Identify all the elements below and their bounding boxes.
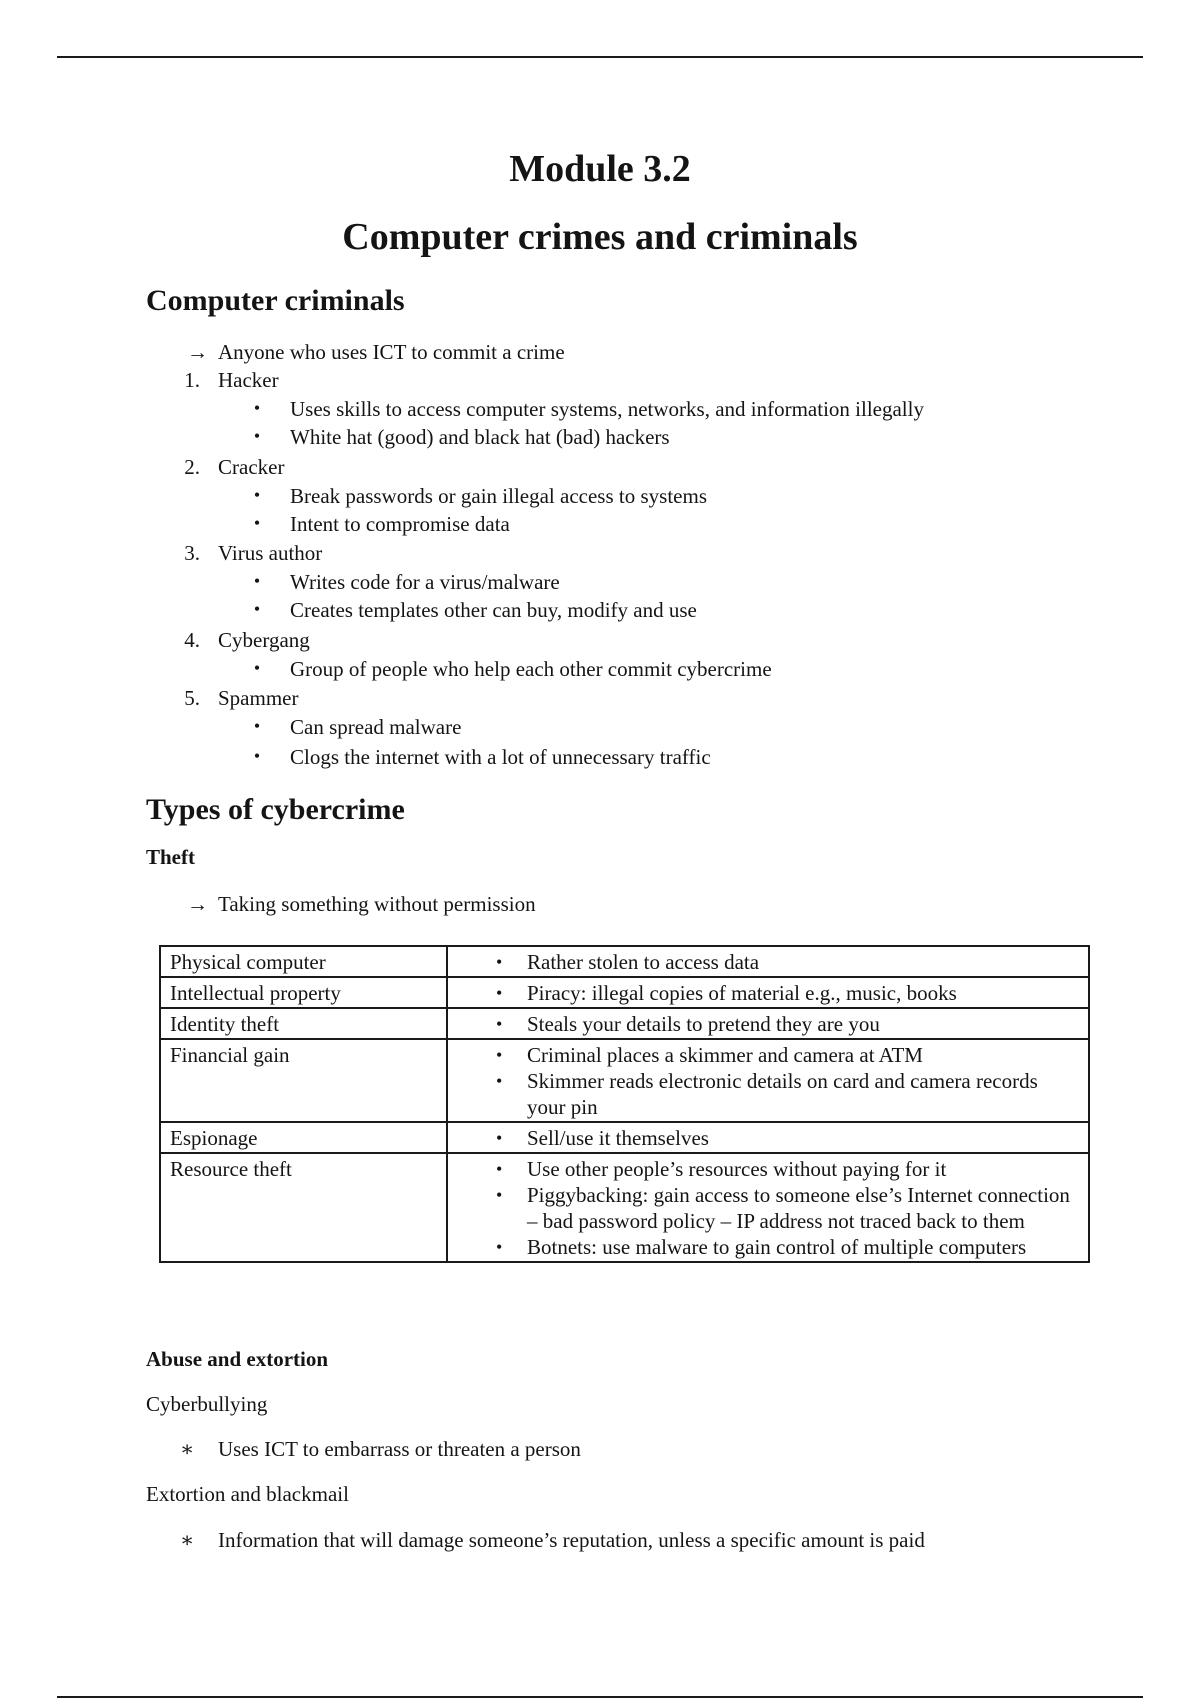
list-item: • Botnets: use malware to gain control of multiple computers <box>457 1234 1079 1260</box>
list-item: • Skimmer reads electronic details on card and camera records your pin <box>457 1068 1079 1120</box>
criminal-type-cracker: Cracker <box>218 455 285 479</box>
list-number: 3. <box>184 541 200 565</box>
theft-type: Resource theft <box>160 1153 447 1262</box>
list-item: • Rather stolen to access data <box>457 949 1079 975</box>
table-row <box>160 1122 1089 1153</box>
list-item: • Criminal places a skimmer and camera at ATM <box>457 1042 1079 1068</box>
list-item: Break passwords or gain illegal access to systems <box>290 484 707 508</box>
topic-extortion: Extortion and blackmail <box>146 1482 349 1506</box>
criminal-definition: Anyone who uses ICT to commit a crime <box>218 340 565 364</box>
list-item: Uses ICT to embarrass or threaten a person <box>218 1437 581 1461</box>
table-row <box>160 946 1089 977</box>
list-number: 1. <box>184 368 200 392</box>
list-item: White hat (good) and black hat (bad) hackers <box>290 425 670 449</box>
header-rule <box>57 56 1143 58</box>
list-item: Clogs the internet with a lot of unnecessary traffic <box>290 745 711 769</box>
module-number: Module 3.2 <box>509 148 691 190</box>
bullet-icon: • <box>253 485 261 505</box>
list-item: Creates templates other can buy, modify and use <box>290 598 697 622</box>
list-item: Can spread malware <box>290 715 462 739</box>
section-heading-cybercrime: Types of cybercrime <box>146 793 405 826</box>
theft-type: Physical computer <box>160 946 447 977</box>
theft-description <box>447 977 1089 1008</box>
criminal-type-cybergang: Cybergang <box>218 628 310 652</box>
theft-description <box>447 1008 1089 1039</box>
theft-description <box>447 1039 1089 1122</box>
list-item: • Piggybacking: gain access to someone else’s Internet connection – bad password policy – IP address not traced back to them <box>457 1182 1079 1234</box>
list-item: • Sell/use it themselves <box>457 1125 1079 1151</box>
theft-table <box>159 945 1090 1263</box>
list-item: Writes code for a virus/malware <box>290 570 560 594</box>
arrow-icon: → <box>187 340 208 364</box>
criminal-type-virus-author: Virus author <box>218 541 323 565</box>
theft-description <box>447 1153 1089 1262</box>
list-item: • Use other people’s resources without paying for it <box>457 1156 1079 1182</box>
list-item: Uses skills to access computer systems, networks, and information illegally <box>290 397 924 421</box>
bullet-icon: • <box>253 599 261 619</box>
criminal-type-hacker: Hacker <box>218 368 279 392</box>
list-number: 4. <box>184 628 200 652</box>
list-item: • Steals your details to pretend they are you <box>457 1011 1079 1037</box>
bullet-icon: • <box>253 398 261 418</box>
subheading-theft: Theft <box>146 845 195 869</box>
bullet-icon: • <box>253 746 261 766</box>
list-item: Group of people who help each other commit cybercrime <box>290 657 772 681</box>
list-item: • Piracy: illegal copies of material e.g., music, books <box>457 980 1079 1006</box>
theft-type: Espionage <box>160 1122 447 1153</box>
list-item: Information that will damage someone’s reputation, unless a specific amount is paid <box>218 1528 925 1552</box>
table-row <box>160 977 1089 1008</box>
criminal-type-spammer: Spammer <box>218 686 299 710</box>
topic-cyberbullying: Cyberbullying <box>146 1392 268 1416</box>
subheading-abuse: Abuse and extortion <box>146 1347 329 1371</box>
list-number: 2. <box>184 455 200 479</box>
bullet-icon: • <box>253 658 261 678</box>
section-heading-criminals: Computer criminals <box>146 284 405 317</box>
theft-definition: Taking something without permission <box>218 892 536 916</box>
list-item: Intent to compromise data <box>290 512 510 536</box>
arrow-icon: → <box>187 892 208 916</box>
theft-type: Identity theft <box>160 1008 447 1039</box>
star-bullet-icon: ∗ <box>180 1437 195 1461</box>
page-title: Computer crimes and criminals <box>342 216 858 258</box>
table-row <box>160 1039 1089 1122</box>
bullet-icon: • <box>253 513 261 533</box>
theft-type: Financial gain <box>160 1039 447 1122</box>
list-number: 5. <box>184 686 200 710</box>
bullet-icon: • <box>253 716 261 736</box>
footer-rule <box>57 1696 1143 1698</box>
table-row <box>160 1153 1089 1262</box>
bullet-icon: • <box>253 426 261 446</box>
bullet-icon: • <box>253 571 261 591</box>
table-row <box>160 1008 1089 1039</box>
theft-description <box>447 1122 1089 1153</box>
theft-description <box>447 946 1089 977</box>
star-bullet-icon: ∗ <box>180 1528 195 1552</box>
theft-type: Intellectual property <box>160 977 447 1008</box>
